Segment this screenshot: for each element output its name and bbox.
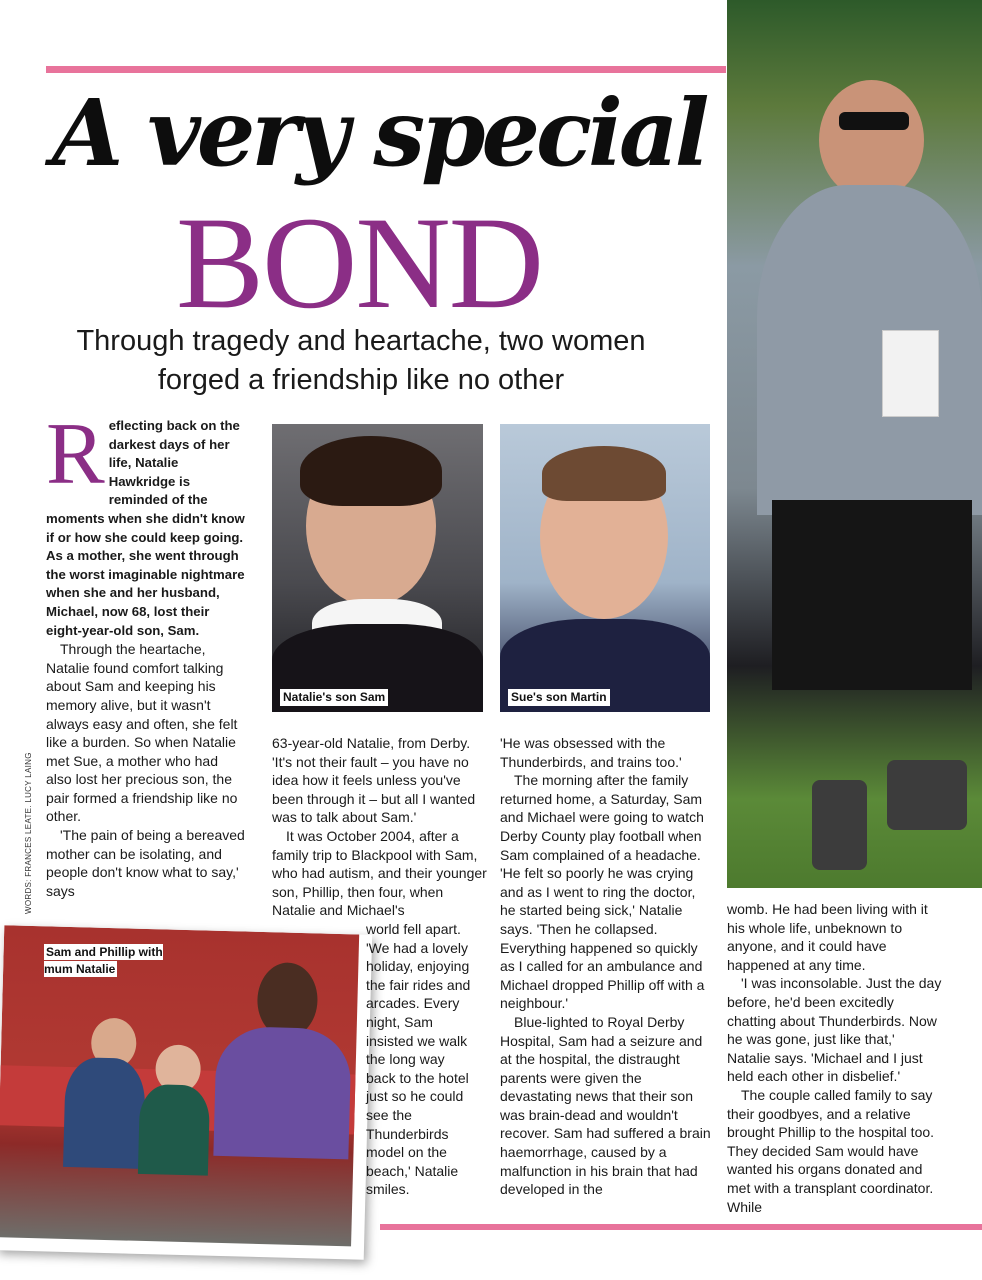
article-paragraph: Blue-lighted to Royal Derby Hospital, Sam had a seizure and at the hospital, the distraught parents were given the devastating news that their son was brain-dead and wouldn't recover. Sam had suffered a brain haemorrhage, caused by a malfunction in his brain that had developed in the [500, 1013, 711, 1198]
article-paragraph: 63-year-old Natalie, from Derby. 'It's not their fault – you have no idea how it feels unless you've been through it – but all I wanted was to talk about Sam.' [272, 735, 476, 826]
family-phillip-body [138, 1084, 210, 1176]
standfirst: Through tragedy and heartache, two women forged a friendship like no other [76, 325, 646, 396]
article-paragraph: womb. He had been living with it his whole life, unbeknown to anyone, and it could have happened at any time. [727, 901, 928, 973]
martin-hair [542, 446, 666, 501]
headline-line-2: BOND [176, 189, 543, 336]
family-sam-body [63, 1057, 146, 1169]
photo-man-shorts [772, 500, 972, 690]
top-pink-rule [46, 66, 726, 73]
photo-man-shoe-right [887, 760, 967, 830]
article-paragraph: The couple called family to say their goodbyes, and a relative brought Phillip to the hospital too. They decided Sam would have wanted his organs donated and met with a transplant coordinator. While [727, 1086, 935, 1215]
dropcap: R [46, 406, 105, 503]
article-column-2 [272, 734, 487, 920]
article-intro: eflecting back on the darkest days of her life, Natalie Hawkridge is reminded of the moments when she didn't know if or how she could keep going. As a mother, she went through the worst imaginable nightmare when she and her husband, Michael, now 68, lost their eight-year-old son, Sam. [46, 418, 245, 638]
photo-man-in-hoodie [727, 0, 982, 888]
photo-man-sunglasses [839, 112, 909, 130]
family-natalie-coat [213, 1026, 351, 1159]
headline-line-1: A very special [52, 79, 706, 187]
article-paragraph: It was October 2004, after a family trip to Blackpool with Sam, who had autism, and their younger son, Phillip, then four, when Natalie and Michael's [272, 827, 487, 919]
article-paragraph: 'I was inconsolable. Just the day before, he'd been excitedly chatting about Thunderbirds. Now he was gone, just like that,' Natalie says. 'Michael and I just held each other in disbelief.' [727, 975, 942, 1085]
caption-family-text: Sam and Phillip with mum Natalie [44, 945, 163, 976]
article-paragraph-wrap: world fell apart. 'We had a lovely holiday, enjoying the fair rides and arcades. Every night, Sam insisted we walk the long way back to the hotel just so he could see the Thunderbirds model on the beach,' Natalie smiles. [366, 921, 471, 1198]
sam-hair [300, 436, 442, 506]
article-paragraph: 'He was obsessed with the Thunderbirds, and trains too.' [500, 735, 682, 770]
photo-man-head [819, 80, 924, 200]
photo-sues-son-martin [500, 424, 710, 712]
article-paragraph: The morning after the family returned home, a Saturday, Sam and Michael were going to watch Derby County play football when Sam complained of a headache. 'He felt so poorly he was crying and as I went to ring the doctor, he started being sick,' Natalie says. 'Then he collapsed. Everything happened so quickly as I called for an ambulance and Michael dropped Phillip off with a neighbour.' [500, 772, 705, 1012]
caption-sam: Natalie's son Sam [280, 689, 388, 706]
photo-man-shoe-left [812, 780, 867, 870]
photo-man-lanyard-badge [882, 330, 939, 417]
article-column-1 [46, 406, 246, 900]
caption-martin: Sue's son Martin [508, 689, 610, 706]
article-column-4 [727, 900, 942, 1216]
photo-credit: WORDS: FRANCES LEATE. LUCY LAING [24, 752, 33, 914]
article-paragraph: Through the heartache, Natalie found comfort talking about Sam and keeping his memory alive, but it wasn't always easy and often, she felt like a burden. So when Natalie met Sue, a mother who had also lost her precious son, the pair formed a friendship like no other. [46, 641, 238, 825]
article-column-3 [500, 734, 712, 1199]
photo-natalies-son-sam [272, 424, 483, 712]
caption-family [44, 944, 164, 978]
article-paragraph: 'The pain of being a bereaved mother can be isolating, and people don't know what to say,' says [46, 827, 245, 899]
photo-man-hoodie [757, 185, 982, 515]
bottom-pink-rule [380, 1224, 982, 1230]
